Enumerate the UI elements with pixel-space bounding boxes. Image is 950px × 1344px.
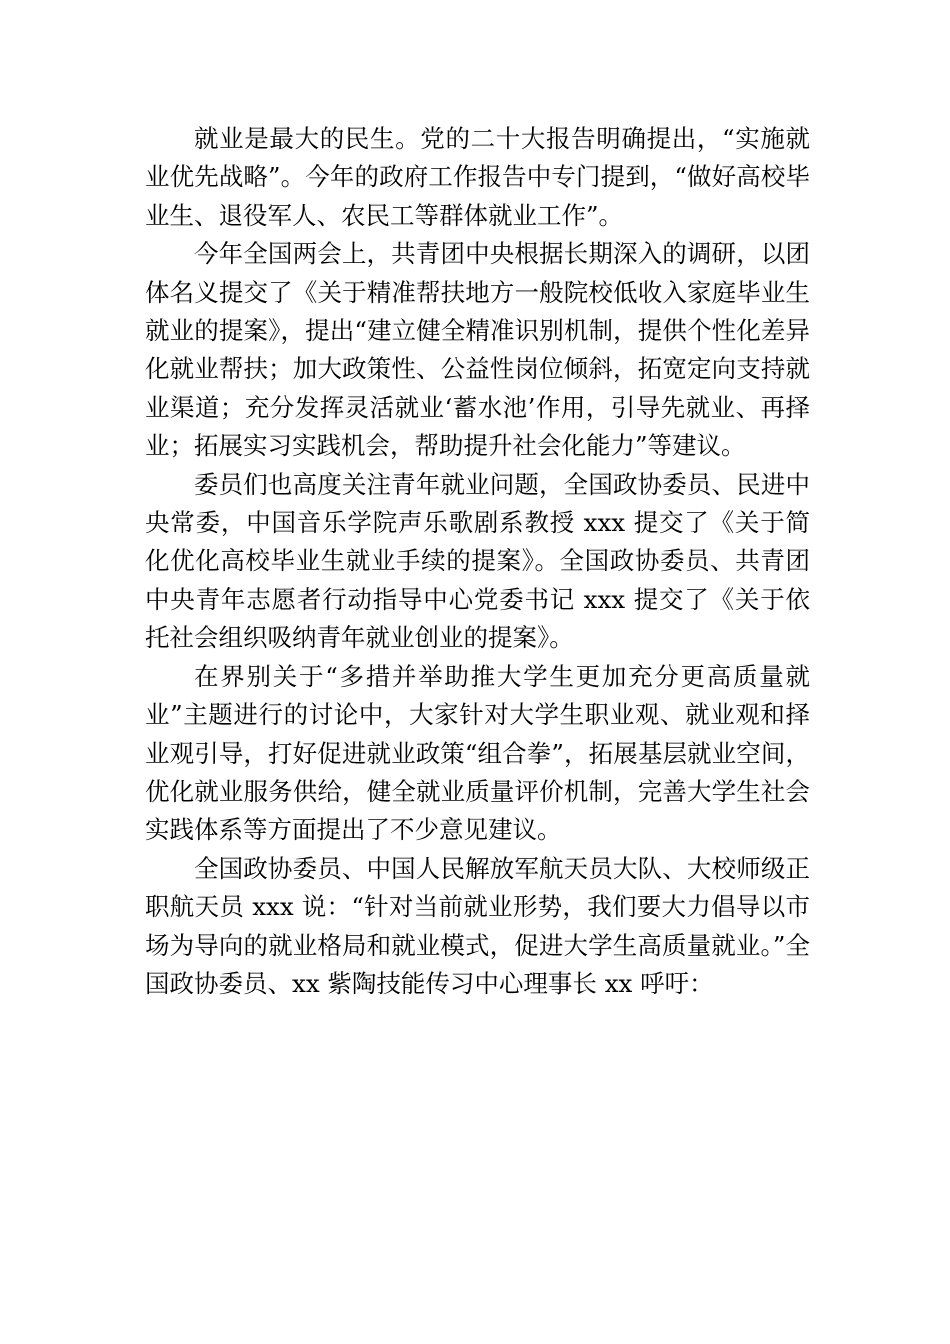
paragraph-3: 委员们也高度关注青年就业问题，全国政协委员、民进中央常委，中国音乐学院声乐歌剧系教授 xxx 提交了《关于简化优化高校毕业生就业手续的提案》。全国政协委员、共青团中央青年志愿者行动指导中心党委书记 xxx 提交了《关于依托社会组织吸纳青年就业创业的提案》。	[145, 469, 810, 653]
paragraph-5: 全国政协委员、中国人民解放军航天员大队、大校师级正职航天员 xxx 说：“针对当前就业形势，我们要大力倡导以市场为导向的就业格局和就业模式，促进大学生高质量就业。”全国政协委员、xx 紫陶技能传习中心理事长 xx 呼吁：	[145, 853, 810, 998]
paragraph-1: 就业是最大的民生。党的二十大报告明确提出，“实施就业优先战略”。今年的政府工作报告中专门提到，“做好高校毕业生、退役军人、农民工等群体就业工作”。	[145, 124, 810, 230]
paragraph-2: 今年全国两会上，共青团中央根据长期深入的调研，以团体名义提交了《关于精准帮扶地方一般院校低收入家庭毕业生就业的提案》，提出“建立健全精准识别机制，提供个性化差异化就业帮扶；加大政策性、公益性岗位倾斜，拓宽定向支持就业渠道；充分发挥灵活就业‘蓄水池’作用，引导先就业、再择业；拓展实习实践机会，帮助提升社会化能力”等建议。	[145, 239, 810, 461]
paragraph-4: 在界别关于“多措并举助推大学生更加充分更高质量就业”主题进行的讨论中，大家针对大学生职业观、就业观和择业观引导，打好促进就业政策“组合拳”，拓展基层就业空间，优化就业服务供给，健全就业质量评价机制，完善大学生社会实践体系等方面提出了不少意见建议。	[145, 661, 810, 845]
document-body	[145, 120, 810, 1003]
